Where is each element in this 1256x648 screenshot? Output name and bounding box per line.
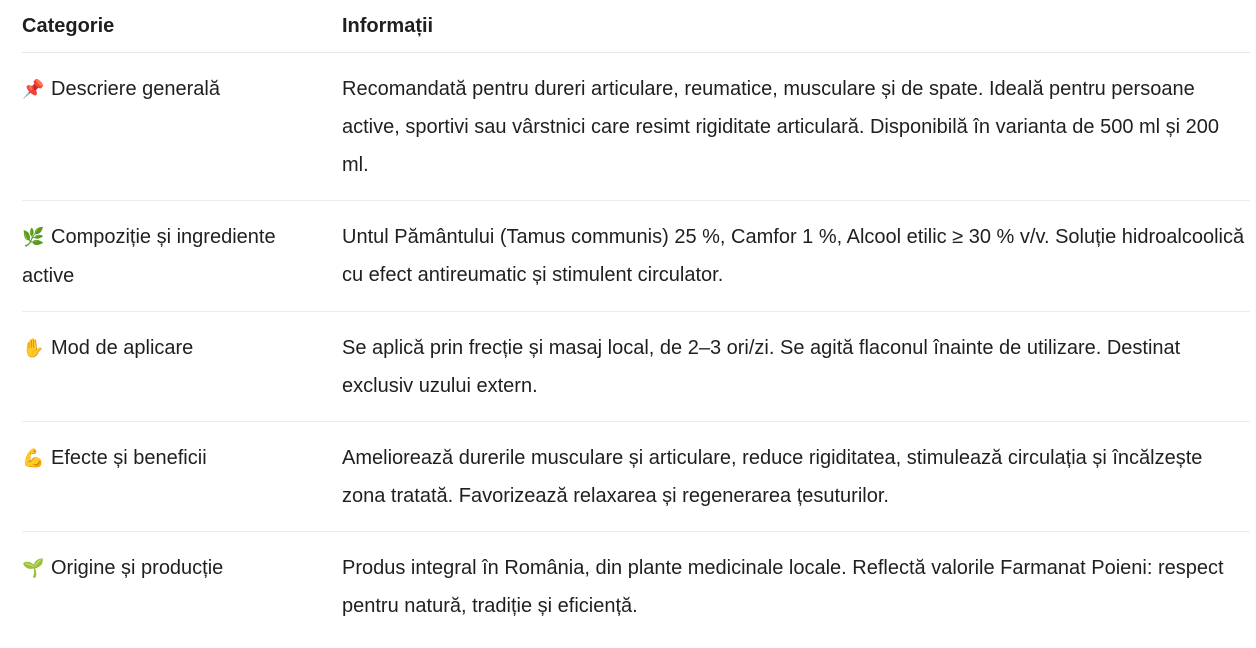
category-cell: [22, 422, 342, 532]
info-cell: Recomandată pentru dureri articulare, reumatice, musculare și de spate. Ideală pentru persoane active, sportivi sau vârstnici care resimt rigiditate articulară. Disponibilă în varianta de 500 ml și 200 ml.: [342, 53, 1250, 201]
table-row: [22, 532, 1250, 642]
table-header: [22, 0, 1250, 53]
category-label: Origine și producție: [51, 557, 224, 579]
raised-hand-icon: ✋: [22, 338, 45, 359]
category-cell: [22, 532, 342, 642]
column-header-category: Categorie: [22, 0, 342, 53]
table-row: [22, 422, 1250, 532]
column-header-info: Informații: [342, 0, 1250, 53]
table-row: [22, 53, 1250, 201]
info-cell: Ameliorează durerile musculare și articulare, reduce rigiditatea, stimulează circulația și încălzește zona tratată. Favorizează relaxarea și regenerarea țesuturilor.: [342, 422, 1250, 532]
table-row: [22, 312, 1250, 422]
category-cell: [22, 201, 342, 312]
info-cell: Se aplică prin frecție și masaj local, de 2–3 ori/zi. Se agită flaconul înainte de utilizare. Destinat exclusiv uzului extern.: [342, 312, 1250, 422]
info-cell: Untul Pământului (Tamus communis) 25 %, Camfor 1 %, Alcool etilic ≥ 30 % v/v. Soluție hidroalcoolică cu efect antireumatic și stimulent circulator.: [342, 201, 1250, 312]
category-label: Compoziție și ingrediente active: [22, 226, 276, 287]
category-label: Descriere generală: [51, 78, 220, 100]
header-row: [22, 0, 1250, 53]
category-label: Efecte și beneficii: [51, 447, 207, 469]
product-info-table: [22, 0, 1250, 641]
flexed-biceps-icon: 💪: [22, 448, 45, 469]
table-row: [22, 201, 1250, 312]
category-label: Mod de aplicare: [51, 337, 194, 359]
seedling-icon: 🌱: [22, 558, 45, 579]
herb-icon: 🌿: [22, 227, 45, 248]
info-cell: Produs integral în România, din plante medicinale locale. Reflectă valorile Farmanat Poieni: respect pentru natură, tradiție și eficiență.: [342, 557, 1224, 617]
category-cell: [22, 312, 342, 422]
pushpin-icon: 📌: [22, 79, 45, 100]
category-cell: [22, 53, 342, 201]
